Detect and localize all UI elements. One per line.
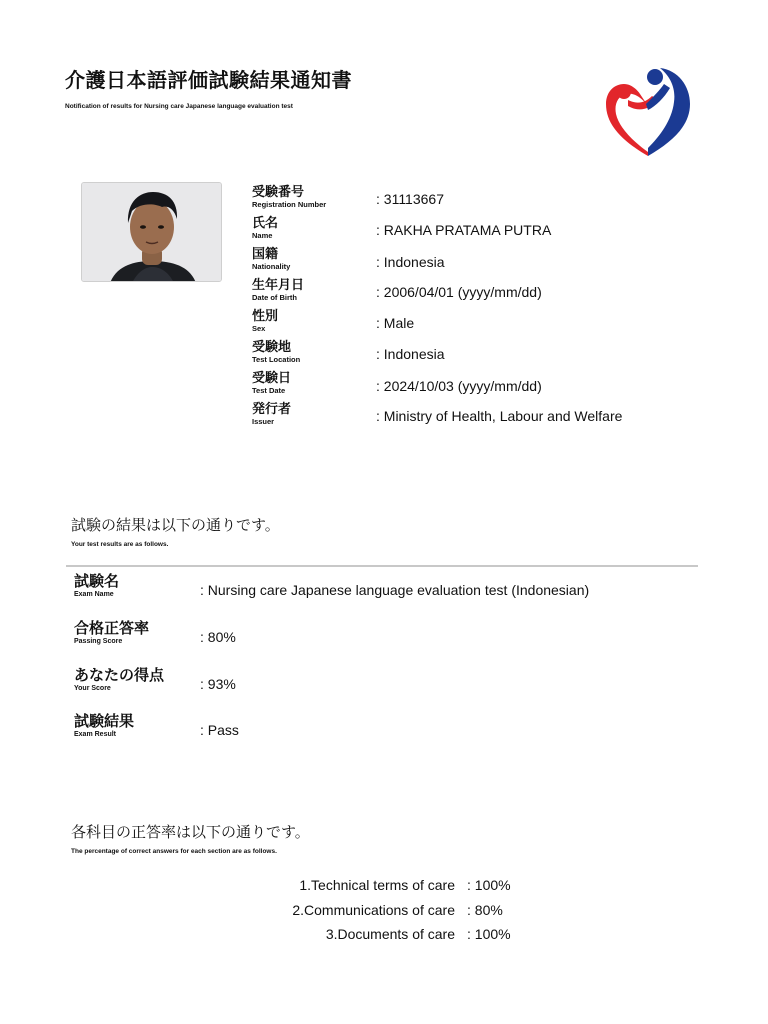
label-date-of-birth: 生年月日 Date of Birth	[252, 278, 305, 302]
results-heading: 試験の結果は以下の通りです。	[71, 516, 280, 534]
value-passing-score: : 80%	[200, 629, 236, 645]
sections-heading: 各科目の正答率は以下の通りです。	[71, 823, 310, 841]
section-name-technical-terms: 1.Technical terms of care	[299, 877, 455, 893]
section-name-documents: 3.Documents of care	[325, 926, 455, 942]
value-test-location: : Indonesia	[376, 346, 445, 362]
section-score-documents: : 100%	[467, 926, 511, 942]
label-your-score: あなたの得点 Your Score	[74, 666, 165, 692]
label-name: 氏名 Name	[252, 216, 279, 240]
section-name-communications: 2.Communications of care	[292, 902, 455, 918]
label-exam-result: 試験結果 Exam Result	[74, 712, 135, 738]
label-passing-score: 合格正答率 Passing Score	[74, 619, 150, 645]
divider	[66, 565, 698, 567]
ministry-logo	[602, 64, 694, 158]
value-name: : RAKHA PRATAMA PUTRA	[376, 222, 552, 238]
value-exam-name: : Nursing care Japanese language evaluation test (Indonesian)	[200, 582, 590, 598]
value-date-of-birth: : 2006/04/01 (yyyy/mm/dd)	[376, 284, 542, 300]
value-registration-number: : 31113667	[376, 191, 444, 207]
results-heading-en: Your test results are as follows.	[71, 541, 169, 548]
candidate-photo	[81, 182, 222, 282]
label-test-date: 受験日 Test Date	[252, 371, 292, 395]
sections-heading-en: The percentage of correct answers for each section are as follows.	[71, 848, 277, 855]
label-test-location: 受験地 Test Location	[252, 340, 301, 364]
value-your-score: : 93%	[200, 676, 236, 692]
value-test-date: : 2024/10/03 (yyyy/mm/dd)	[376, 378, 542, 394]
label-sex: 性別 Sex	[252, 309, 279, 333]
section-score-technical-terms: : 100%	[467, 877, 511, 893]
label-nationality: 国籍 Nationality	[252, 247, 291, 271]
value-exam-result: : Pass	[200, 722, 239, 738]
document-title: 介護日本語評価試験結果通知書	[65, 68, 352, 92]
value-issuer: : Ministry of Health, Labour and Welfare	[376, 408, 623, 424]
section-score-communications: : 80%	[467, 902, 503, 918]
value-sex: : Male	[376, 315, 415, 331]
document-subtitle: Notification of results for Nursing care Japanese language evaluation test	[65, 103, 293, 110]
label-registration-number: 受験番号 Registration Number	[252, 185, 327, 209]
value-nationality: : Indonesia	[376, 254, 445, 270]
label-issuer: 発行者 Issuer	[252, 402, 292, 426]
label-exam-name: 試験名 Exam Name	[74, 572, 120, 598]
